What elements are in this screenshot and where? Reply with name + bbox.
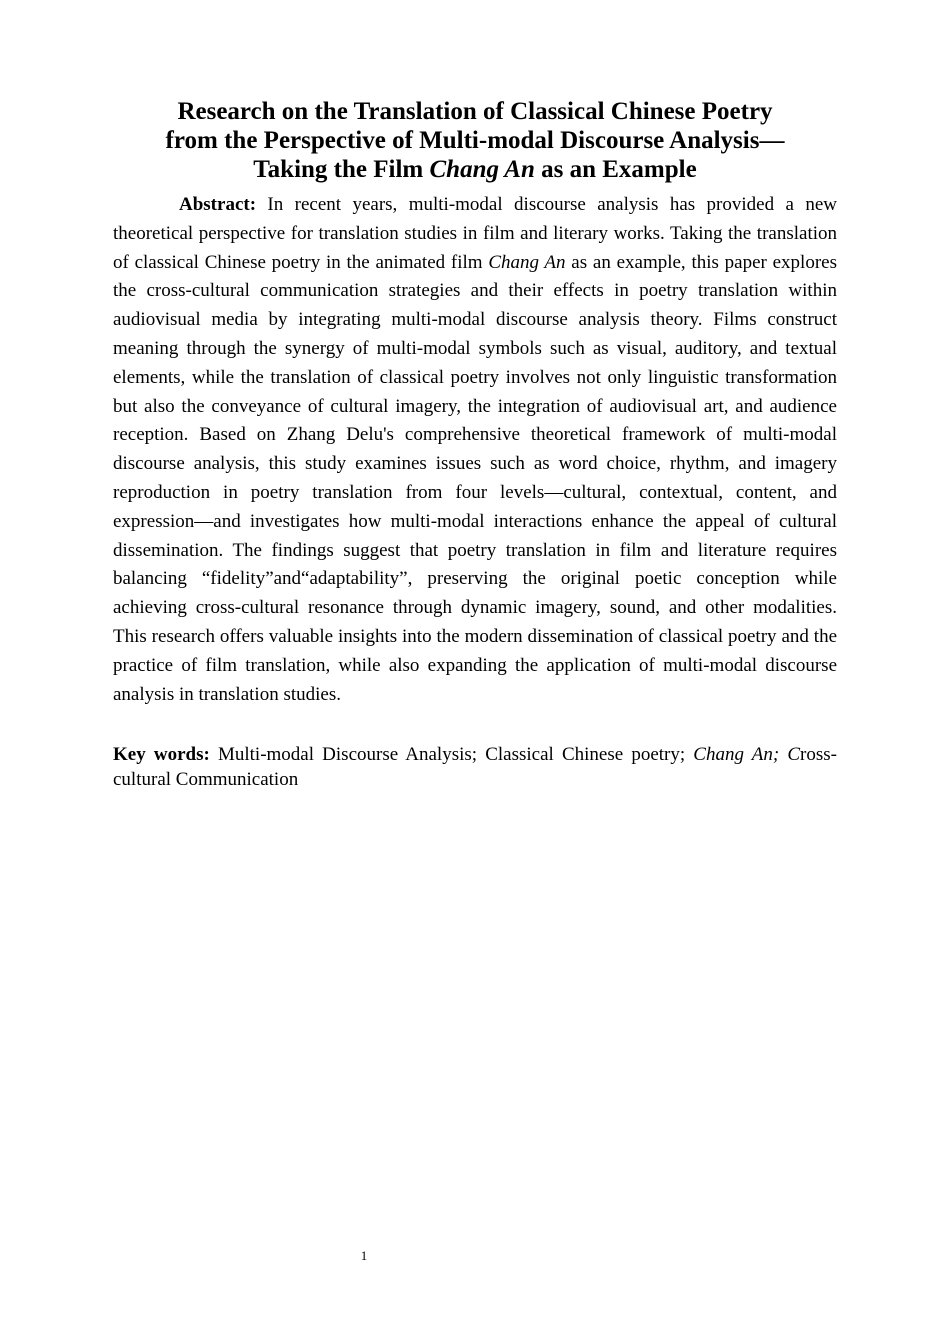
abstract-film-name: Chang An [488,251,566,273]
page-content [113,0,837,792]
abstract-paragraph [113,191,837,709]
paper-title-line-3-suffix: as an Example [534,156,697,183]
abstract-text-before-film: In recent years, multi-modal discourse analysis has provided a new theoretical perspective for translation studies in film and literary works. Taking the translation of classical Chinese poetry in the animated film [113,194,837,273]
paper-title-line-1: Research on the Translation of Classical Chinese Poetry [177,98,773,125]
keywords-label: Key words: [113,744,210,766]
keywords-text-after-italic: ross-cultural Communication [113,744,837,791]
paper-title [113,97,837,184]
abstract-text-after-film: as an example, this paper explores the cross-cultural communication strategies and their effects in poetry translation within audiovisual media by integrating multi-modal discourse analysis theory. Films construct meaning through the synergy of multi-modal symbols such as visual, auditory, and textual elements, while the translation of classical poetry involves not only linguistic transformation but also the conveyance of cultural imagery, the integration of audiovisual art, and audience reception. Based on Zhang Delu's comprehensive theoretical framework of multi-modal discourse analysis, this study examines issues such as word choice, rhythm, and imagery reproduction in poetry translation from four levels—cultural, contextual, content, and expression—and investigates how multi-modal interactions enhance the appeal of cultural dissemination. The findings suggest that poetry translation in film and literature requires balancing “fidelity”and“adaptability”, preserving the original poetic conception while achieving cross-cultural resonance through dynamic imagery, sound, and other modalities. This research offers valuable insights into the modern dissemination of classical poetry and the practice of film translation, while also expanding the application of multi-modal discourse analysis in translation studies. [113,251,837,705]
keywords-paragraph [113,742,837,792]
paper-title-line-3 [113,155,837,184]
page-number: 1 [360,1248,368,1263]
paper-title-line-2: from the Perspective of Multi-modal Discourse Analysis— [165,127,785,154]
abstract-label: Abstract: [179,194,257,215]
keywords-film-name: Chang An; C [693,744,801,766]
paper-title-line-3-text: Taking the Film [253,156,430,183]
keywords-text-before-italic: Multi-modal Discourse Analysis; Classical Chinese poetry; [209,744,694,766]
paper-title-film-name: Chang An [429,156,535,183]
